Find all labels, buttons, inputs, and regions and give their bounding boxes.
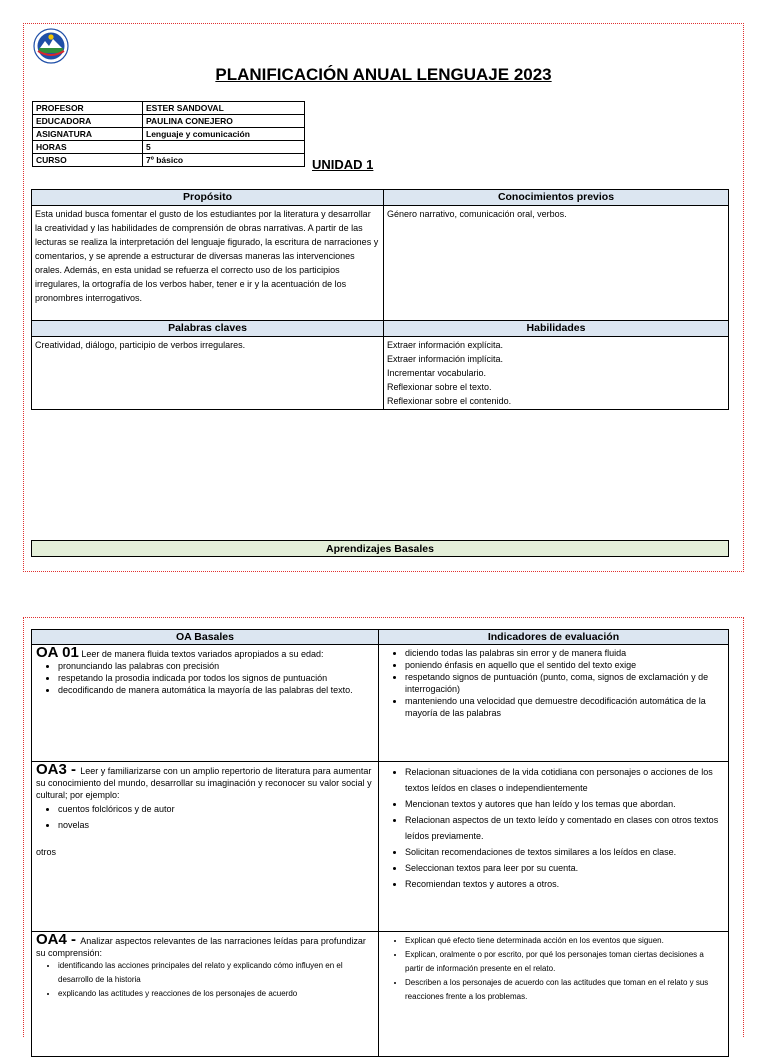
- oa-dash: -: [66, 761, 81, 778]
- info-row: [33, 115, 305, 128]
- indicators-cell: [379, 762, 729, 932]
- unit-title: UNIDAD 1: [312, 157, 374, 172]
- habilidad-item: Reflexionar sobre el texto.: [387, 382, 492, 392]
- indicadores-header: Indicadores de evaluación: [379, 630, 729, 645]
- info-value: Lenguaje y comunicación: [143, 128, 305, 141]
- habilidades-list: [384, 337, 729, 410]
- oa-bullet: • pronunciando las palabras con precisión: [58, 660, 374, 672]
- oa-bullet: • explicando las actitudes y reacciones de los personajes de acuerdo: [58, 987, 374, 1001]
- indicator-item: • poniendo énfasis en aquello que el sentido del texto exige: [405, 659, 724, 671]
- indicator-item: • diciendo todas las palabras sin error y de manera fluida: [405, 647, 724, 659]
- school-seal-logo: [33, 28, 69, 64]
- info-value: ESTER SANDOVAL: [143, 102, 305, 115]
- oa-dash: -: [66, 931, 81, 948]
- conocimientos-text: Género narrativo, comunicación oral, verbos.: [384, 206, 729, 321]
- habilidad-item: Reflexionar sobre el contenido.: [387, 396, 512, 406]
- oa-bullet: • cuentos folclóricos y de autor: [58, 801, 374, 817]
- indicators-cell: [379, 932, 729, 1057]
- habilidad-item: Extraer información implícita.: [387, 354, 504, 364]
- conocimientos-header: Conocimientos previos: [384, 190, 729, 206]
- indicator-item: • Seleccionan textos para leer por su cuenta.: [405, 860, 724, 876]
- habilidad-item: Incrementar vocabulario.: [387, 368, 487, 378]
- habilidad-item: Extraer información explícita.: [387, 340, 504, 350]
- proposito-header: Propósito: [32, 190, 384, 206]
- oa-intro: Analizar aspectos relevantes de las narraciones leídas para profundizar su comprensión:: [36, 936, 366, 958]
- habilidades-header: Habilidades: [384, 321, 729, 337]
- oa-basales-table: [31, 629, 729, 1057]
- indicator-item: • manteniendo una velocidad que demuestre decodificación automática de la mayoría de las palabras: [405, 695, 724, 719]
- oa-bullet: • decodificando de manera automática la mayoría de las palabras del texto.: [58, 684, 374, 696]
- info-label: ASIGNATURA: [33, 128, 143, 141]
- info-value: 5: [143, 141, 305, 154]
- palabras-header: Palabras claves: [32, 321, 384, 337]
- info-row: [33, 102, 305, 115]
- indicator-item: • Relacionan aspectos de un texto leído y comentado en clases con otros textos leídos previamente.: [405, 812, 724, 844]
- indicator-item: • Explican, oralmente o por escrito, por qué los personajes toman ciertas decisiones a partir de información presente en el relato.: [405, 948, 724, 976]
- oa-bullet: • identificando las acciones principales del relato y explicando cómo influyen en el desarrollo de la historia: [58, 959, 374, 987]
- oa-bullet: • novelas: [58, 817, 374, 833]
- document-title: PLANIFICACIÓN ANUAL LENGUAJE 2023: [215, 65, 552, 84]
- info-label: PROFESOR: [33, 102, 143, 115]
- indicator-item: • Recomiendan textos y autores a otros.: [405, 876, 724, 892]
- info-label: EDUCADORA: [33, 115, 143, 128]
- oa-intro: Leer de manera fluida textos variados apropiados a su edad:: [81, 649, 324, 659]
- page-two: [23, 617, 744, 1037]
- oa-intro: Leer y familiarizarse con un amplio repertorio de literatura para aumentar su conocimiento del mundo, desarrollar su imaginación y reconocer su valor social y cultural; por ejemplo:: [36, 766, 372, 800]
- info-row: [33, 141, 305, 154]
- oa-cell: [32, 932, 379, 1057]
- oa-code: OA3: [36, 761, 67, 778]
- oa-code: OA4: [36, 931, 67, 948]
- oa-cell: [32, 645, 379, 762]
- proposito-text: Esta unidad busca fomentar el gusto de los estudiantes por la literatura y desarrollar la creatividad y las habilidades de comprensión de obras narrativas. A partir de las lecturas se realiza la interpretación del lenguaje figurado, la escritura de narraciones y comentarios, y se aprende a estructurar de diversas maneras las intervenciones orales. Además, en esta unidad se refuerza el correcto uso de los participios irregulares, la ortografía de los verbos haber, tener e ir y la acentuación de los pronombres interrogativos.: [32, 206, 384, 321]
- oa-row: [32, 645, 729, 762]
- info-row: [33, 154, 305, 167]
- indicator-item: • Mencionan textos y autores que han leído y los temas que abordan.: [405, 796, 724, 812]
- oa-row: [32, 932, 729, 1057]
- oa-bullet: • respetando la prosodia indicada por todos los signos de puntuación: [58, 672, 374, 684]
- page-one: [23, 23, 744, 572]
- unit-planning-table: [31, 189, 729, 410]
- oa-code: OA 01: [36, 644, 79, 661]
- info-value: PAULINA CONEJERO: [143, 115, 305, 128]
- info-label: CURSO: [33, 154, 143, 167]
- palabras-text: Creatividad, diálogo, participio de verbos irregulares.: [32, 337, 384, 410]
- oa-row: [32, 762, 729, 932]
- oa-cell: [32, 762, 379, 932]
- oa-extra: otros: [36, 847, 57, 857]
- info-row: [33, 128, 305, 141]
- indicator-item: • respetando signos de puntuación (punto, coma, signos de exclamación y de interrogación): [405, 671, 724, 695]
- info-label: HORAS: [33, 141, 143, 154]
- indicator-item: • Explican qué efecto tiene determinada acción en los eventos que siguen.: [405, 934, 724, 948]
- indicator-item: • Describen a los personajes de acuerdo con las actitudes que toman en el relato y sus reacciones frente a los problemas.: [405, 976, 724, 1004]
- aprendizajes-basales-header: Aprendizajes Basales: [31, 540, 729, 557]
- teacher-info-table: [32, 101, 305, 167]
- info-value: 7º básico: [143, 154, 305, 167]
- indicator-item: • Solicitan recomendaciones de textos similares a los leídos en clase.: [405, 844, 724, 860]
- oa-basales-header: OA Basales: [32, 630, 379, 645]
- indicator-item: • Relacionan situaciones de la vida cotidiana con personajes o acciones de los textos leídos en clases o independientemente: [405, 764, 724, 796]
- indicators-cell: [379, 645, 729, 762]
